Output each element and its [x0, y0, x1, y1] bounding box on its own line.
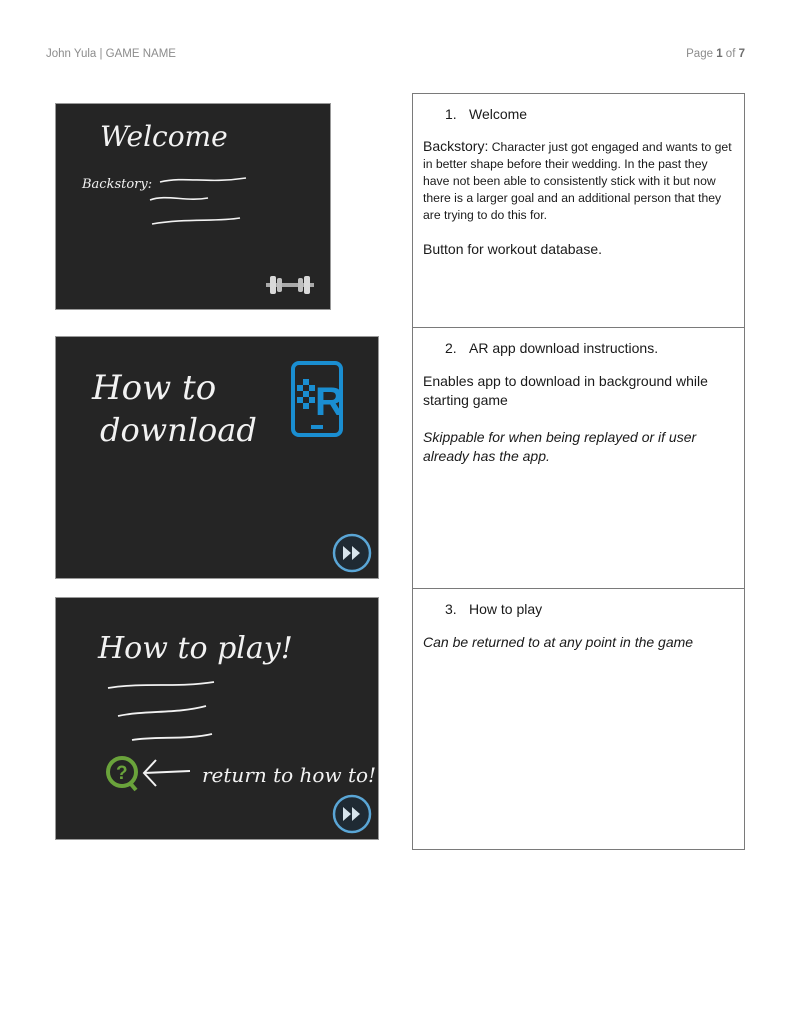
row-number: 3. — [445, 601, 457, 617]
scribble-line — [108, 682, 214, 688]
notes-row-welcome — [413, 94, 744, 327]
download-title-line2: download — [100, 411, 257, 449]
return-hint: return to how to! — [202, 763, 377, 787]
notes-row-how-to-play — [413, 589, 744, 849]
scribble-line — [152, 218, 240, 224]
row-title: How to play — [469, 601, 543, 617]
row-note: Skippable for when being replayed or if user already has the app. — [423, 429, 697, 464]
row-note: Button for workout database. — [423, 241, 602, 257]
row-number: 2. — [445, 340, 457, 356]
scribble-line — [160, 178, 246, 182]
storyboard-panel-how-to-play — [55, 597, 379, 840]
arrow-left-icon — [144, 760, 190, 786]
page-number — [686, 48, 745, 60]
row-heading — [445, 601, 734, 617]
storyboard-notes-table — [412, 93, 745, 850]
row-number: 1. — [445, 106, 457, 122]
row-note: Can be returned to at any point in the game — [423, 634, 694, 650]
notes-row-download — [413, 328, 744, 588]
welcome-title: Welcome — [100, 120, 228, 153]
ar-logo-letter: R — [315, 380, 344, 424]
document-header: John Yula | GAME NAME — [46, 48, 176, 60]
svg-text:?: ? — [116, 763, 128, 784]
page-total: 7 — [738, 48, 745, 60]
scribble-line — [150, 198, 208, 200]
fast-forward-icon[interactable] — [334, 535, 370, 571]
backstory-lead: Backstory: — [423, 138, 489, 154]
backstory-text: Character just got engaged and wants to get in better shape before their wedding. In the past they have not been able to consistently stick with it but now there is a larger goal and an additional person that they are trying to do this for. — [423, 140, 732, 222]
page-prefix: Page — [686, 48, 717, 60]
how-to-play-sketch — [56, 598, 378, 839]
row-title: Welcome — [469, 106, 528, 122]
page-of: of — [722, 48, 739, 60]
dumbbell-icon[interactable] — [266, 276, 314, 294]
row-heading — [445, 106, 734, 122]
row-title: AR app download instructions. — [469, 340, 659, 356]
scribble-line — [118, 706, 206, 716]
page-current: 1 — [716, 48, 723, 60]
storyboard-panel-download — [55, 336, 379, 579]
download-title-line1: How to — [92, 368, 217, 408]
download-sketch — [56, 337, 378, 578]
fast-forward-icon[interactable] — [334, 796, 370, 832]
row-text: Enables app to download in background while starting game — [423, 373, 708, 408]
help-question-icon[interactable] — [108, 758, 136, 790]
row-heading — [445, 340, 734, 356]
scribble-line — [132, 734, 212, 740]
backstory-paragraph — [423, 138, 734, 224]
storyboard-panel-welcome — [55, 103, 331, 310]
how-to-play-title: How to play! — [98, 631, 293, 666]
welcome-sketch — [56, 104, 330, 309]
ar-app-logo-icon — [293, 363, 344, 435]
backstory-label: Backstory: — [82, 177, 153, 192]
